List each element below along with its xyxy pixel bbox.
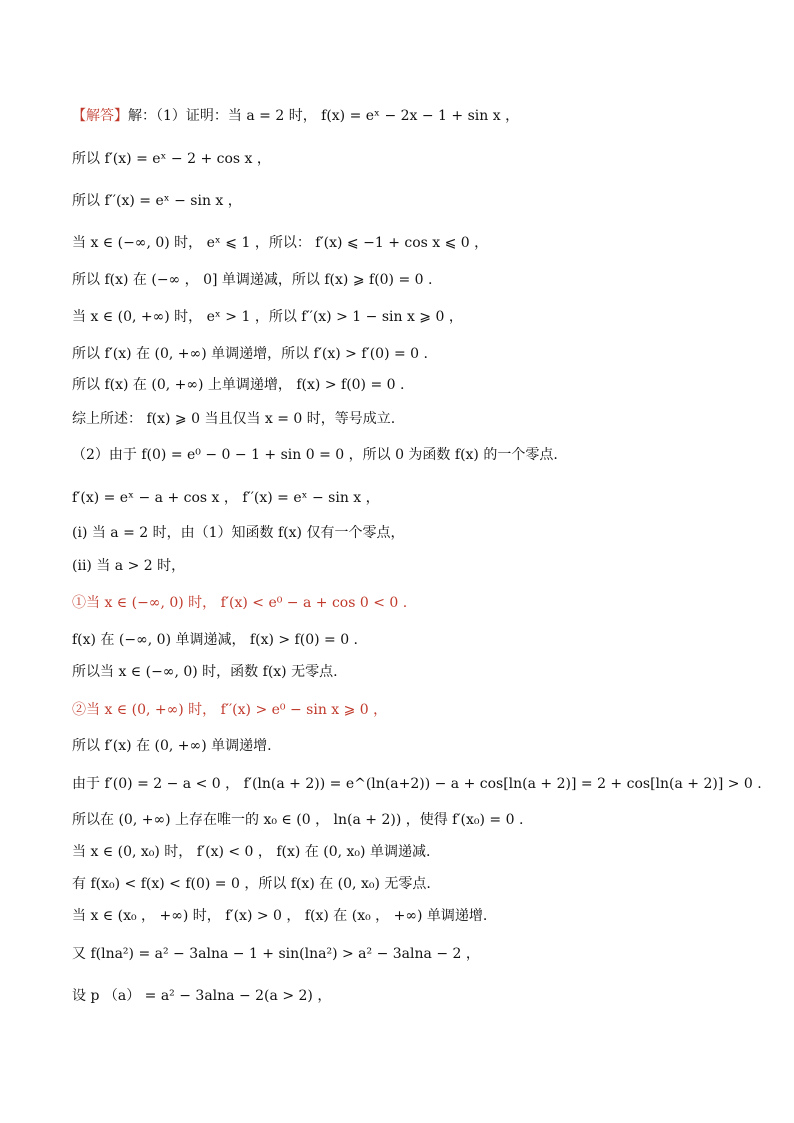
solution-line-5: 所以 f(x) 在 (−∞ ， 0] 单调递减，所以 f(x) ⩾ f(0) = 0 . xyxy=(72,272,433,288)
solution-line-20: 所以在 (0, +∞) 上存在唯一的 x₀ ∈ (0 ， ln(a + 2)) ，使得 f′(x₀) = 0 . xyxy=(72,812,524,828)
solution-line-8: 所以 f(x) 在 (0, +∞) 上单调递增， f(x) > f(0) = 0 . xyxy=(72,377,405,393)
solution-line-9: 综上所述： f(x) ⩾ 0 当且仅当 x = 0 时，等号成立. xyxy=(72,411,396,427)
solution-line-24: 又 f(lna²) = a² − 3alna − 1 + sin(lna²) > a² − 3alna − 2 ， xyxy=(72,946,480,962)
solution-line-23: 当 x ∈ (x₀ ， +∞) 时， f′(x) > 0 ， f(x) 在 (x₀ ， +∞) 单调递增. xyxy=(72,908,488,924)
solution-tag: 【解答】 xyxy=(72,108,128,124)
solution-line-3: 所以 f′′(x) = eˣ − sin x ， xyxy=(72,193,242,209)
solution-line-1 xyxy=(72,106,754,126)
solution-line-7: 所以 f′(x) 在 (0, +∞) 单调递增，所以 f′(x) > f′(0) = 0 . xyxy=(72,346,428,362)
solution-line-6: 当 x ∈ (0, +∞) 时， eˣ > 1 ，所以 f′′(x) > 1 − sin x ⩾ 0 ， xyxy=(72,309,463,325)
solution-line-2: 所以 f′(x) = eˣ − 2 + cos x ， xyxy=(72,151,271,167)
solution-line-21: 当 x ∈ (0, x₀) 时， f′(x) < 0 ， f(x) 在 (0, x₀) 单调递减. xyxy=(72,844,431,860)
solution-line-10: （2）由于 f(0) = e⁰ − 0 − 1 + sin 0 = 0 ，所以 0 为函数 f(x) 的一个零点. xyxy=(72,447,558,463)
solution-line-16: 所以当 x ∈ (−∞, 0) 时，函数 f(x) 无零点. xyxy=(72,664,338,680)
solution-line-18: 所以 f′(x) 在 (0, +∞) 单调递增. xyxy=(72,738,272,754)
solution-line-15: f(x) 在 (−∞, 0) 单调递减， f(x) > f(0) = 0 . xyxy=(72,632,359,648)
solution-line-11: f′(x) = eˣ − a + cos x ， f′′(x) = eˣ − sin x ， xyxy=(72,490,380,506)
solution-line-17: ②当 x ∈ (0, +∞) 时， f′′(x) > e⁰ − sin x ⩾ 0 ， xyxy=(72,702,388,718)
solution-line-13: (ii) 当 a > 2 时， xyxy=(72,558,186,574)
solution-text: 解：（1）证明：当 a = 2 时， f(x) = eˣ − 2x − 1 + sin x ， xyxy=(128,108,520,124)
solution-line-12: (i) 当 a = 2 时，由（1）知函数 f(x) 仅有一个零点， xyxy=(72,525,405,541)
solution-line-25: 设 p （a） = a² − 3alna − 2(a > 2) ， xyxy=(72,988,332,1004)
solution-line-22: 有 f(x₀) < f(x) < f(0) = 0 ，所以 f(x) 在 (0, x₀) 无零点. xyxy=(72,876,431,892)
solution-line-19: 由于 f′(0) = 2 − a < 0 ， f′(ln(a + 2)) = e^(ln(a+2)) − a + cos[ln(a + 2)] = 2 + cos[ln(a + 2)] > 0 . xyxy=(72,776,762,792)
solution-line-4: 当 x ∈ (−∞, 0) 时， eˣ ⩽ 1 ，所以： f′(x) ⩽ −1 + cos x ⩽ 0 ， xyxy=(72,235,489,251)
solution-line-14: ①当 x ∈ (−∞, 0) 时， f′(x) < e⁰ − a + cos 0 < 0 . xyxy=(72,595,408,611)
